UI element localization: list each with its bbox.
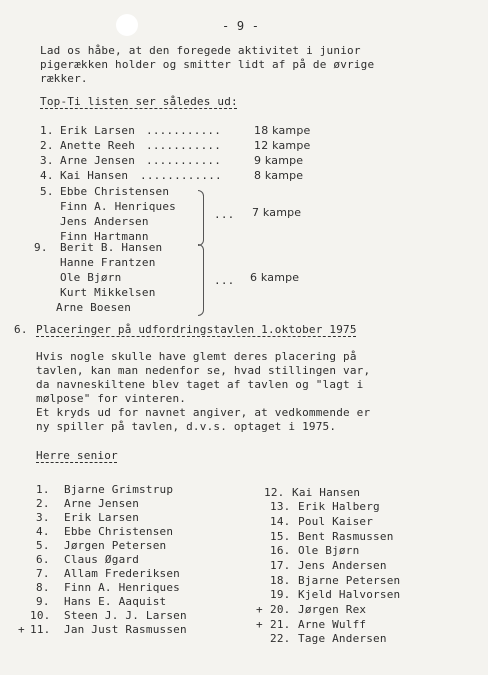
list-item-rank: 5. [36,539,50,552]
list-item-name: Arne Wulff [298,618,367,631]
list-item-rank: 11. [30,623,51,636]
list-item-rank: 19. [270,588,291,601]
list-item-rank: 3. [36,511,50,524]
list-item-name: Kjeld Halvorsen [298,588,401,601]
list-item-rank: 14. [270,515,291,528]
page-number: - 9 - [222,19,260,33]
list-item-name: Allam Frederiksen [64,567,180,580]
list-item-name: Ebbe Christensen [64,525,174,538]
list-item-name: Ole Bjørn [298,544,360,557]
list-item-name: Arne Jensen [64,497,140,510]
list-item-name: Jens Andersen [298,559,387,572]
group9-result: 6 kampe [250,271,300,284]
list-item-rank: 8. [36,581,50,594]
list-item-name: Tage Andersen [298,632,387,645]
list-item-name: Hans E. Aaquist [64,595,167,608]
list-item-name: Jørgen Petersen [64,539,167,552]
list-item-name: Claus Øgard [64,553,140,566]
list-item-name: Bjarne Petersen [298,574,401,587]
top-ti-result: 12 kampe [254,139,311,152]
group5-result: 7 kampe [252,206,302,219]
section6-number: 6. [14,323,28,336]
top-ti-dots: ............ [140,169,222,182]
top-ti-rank: 2. [40,139,54,152]
top-ti-name: Erik Larsen [60,124,136,137]
list-item-rank: 9. [36,595,50,608]
top-ti-result: 9 kampe [254,154,304,167]
list-item-rank: 20. [270,603,291,616]
top-ti-name: Anette Reeh [60,139,136,152]
herre-senior-heading: Herre senior [36,449,118,462]
list-item-name: Jørgen Rex [298,603,367,616]
top-ti-dots: ........... [146,139,222,152]
intro-line-2: pigerækken holder og smitter lidt af på de øvrige [40,58,375,71]
list-item-rank: 13. [270,500,291,513]
list-item-rank: 1. [36,483,50,496]
section6-paragraph-line: mølpose" for vinteren. [36,392,187,405]
list-item-rank: 12. [264,486,285,499]
list-item-name: Erik Halberg [298,500,380,513]
section6-paragraph-line: da navneskiltene blev taget af tavlen og "lagt i [36,378,364,391]
list-item-rank: 10. [30,609,51,622]
list-item-rank: 2. [36,497,50,510]
section6-paragraph-line: Hvis nogle skulle have glemt deres placering på [36,350,357,363]
list-item-rank: 15. [270,530,291,543]
group9-name: Arne Boesen [56,301,132,314]
group9-name: Hanne Frantzen [60,256,156,269]
top-ti-rank: 3. [40,154,54,167]
top-ti-rank: 1. [40,124,54,137]
top-ti-rank: 4. [40,169,54,182]
list-item-rank: 4. [36,525,50,538]
section6-paragraph-line: tavlen, kan man nedenfor se, hvad stillingen var, [36,364,371,377]
list-item-name: Erik Larsen [64,511,140,524]
group5-name: Finn Hartmann [60,230,149,243]
group9-name: Ole Bjørn [60,271,122,284]
intro-line-1: Lad os håbe, at den foregede aktivitet i junior [40,44,361,57]
group5-name: Ebbe Christensen [60,185,170,198]
section6-paragraph-line: Et kryds ud for navnet angiver, at vedkommende er [36,406,371,419]
group5-name: Finn A. Henriques [60,200,176,213]
group5-name: Jens Andersen [60,215,149,228]
section6-heading: Placeringer på udfordringstavlen 1.oktober 1975 [36,323,357,336]
new-player-mark: + [256,618,263,631]
list-item-rank: 7. [36,567,50,580]
top-ti-dots: ........... [146,124,222,137]
list-item-name: Jan Just Rasmussen [64,623,187,636]
section6-paragraph-line: ny spiller på tavlen, d.v.s. optaget i 1975. [36,420,337,433]
new-player-mark: + [18,623,25,636]
group9-dots: ... [214,274,235,287]
top-ti-name: Kai Hansen [60,169,129,182]
group5-dots: ... [214,208,235,221]
top-ti-name: Arne Jensen [60,154,136,167]
list-item-rank: 17. [270,559,291,572]
list-item-rank: 16. [270,544,291,557]
group9-name: Kurt Mikkelsen [60,286,156,299]
list-item-rank: 22. [270,632,291,645]
group9-name: Berit B. Hansen [60,241,163,254]
top-ti-result: 8 kampe [254,169,304,182]
list-item-name: Poul Kaiser [298,515,374,528]
list-item-name: Steen J. J. Larsen [64,609,187,622]
intro-line-3: rækker. [40,72,88,85]
list-item-rank: 18. [270,574,291,587]
new-player-mark: + [256,603,263,616]
group9-brace [198,244,204,316]
top-ti-result: 18 kampe [254,124,311,137]
group5-rank: 5. [40,185,54,198]
list-item-name: Bent Rasmussen [298,530,394,543]
list-item-name: Bjarne Grimstrup [64,483,174,496]
list-item-name: Finn A. Henriques [64,581,180,594]
punch-hole [116,14,138,36]
list-item-rank: 6. [36,553,50,566]
top-ti-dots: ........... [146,154,222,167]
list-item-name: Kai Hansen [292,486,361,499]
top-ti-heading: Top-Ti listen ser således ud: [40,95,238,108]
group5-brace [198,190,204,246]
list-item-rank: 21. [270,618,291,631]
group9-rank: 9. [34,241,48,254]
